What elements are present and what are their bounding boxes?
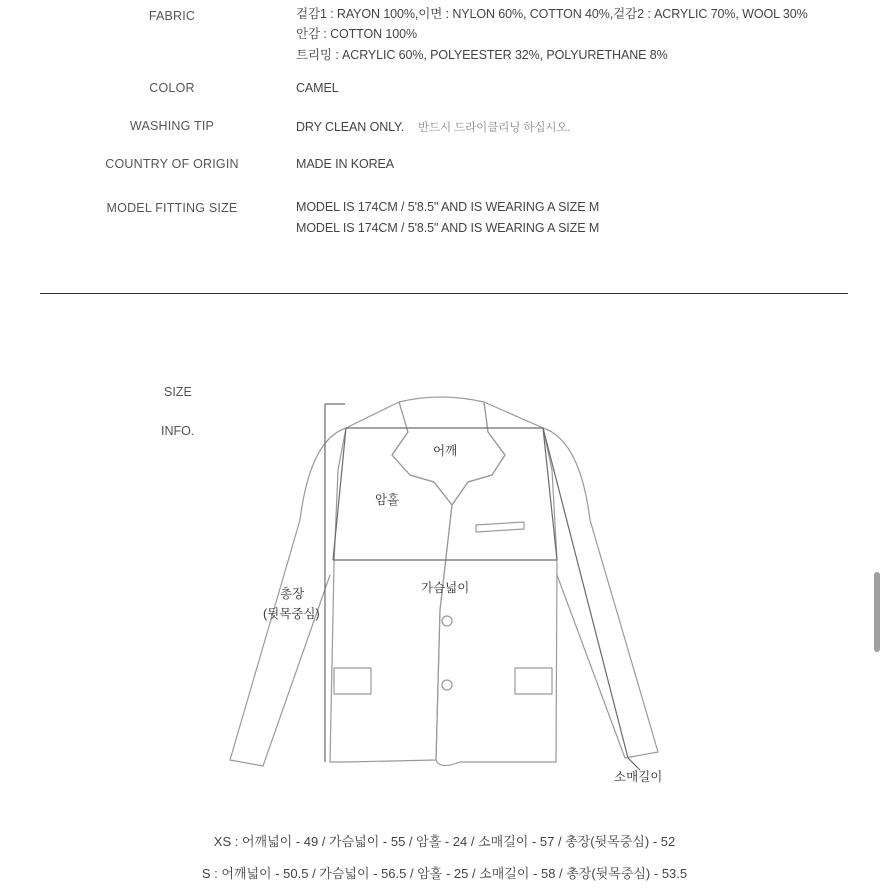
model-line-1: MODEL IS 174CM / 5'8.5" AND IS WEARING A SIZE M (296, 200, 600, 214)
washing-value (296, 119, 570, 135)
color-value: CAMEL (296, 81, 339, 95)
info-title: INFO. (161, 424, 195, 438)
left-lower-pocket (334, 668, 371, 694)
size-title: SIZE (164, 385, 192, 399)
origin-value: MADE IN KOREA (296, 157, 395, 171)
button-bottom (442, 680, 452, 690)
fabric-label: FABRIC (148, 9, 196, 23)
length-label-2: (뒷목중심) (263, 607, 320, 621)
size-row-xs: XS : 어깨넓이 - 49 / 가슴넓이 - 55 / 암홀 - 24 / 소매길이 - 57 / 총장(뒷목중심) - 52 (213, 834, 676, 849)
sleeve-label: 소매길이 (614, 770, 663, 784)
washing-value-text: DRY CLEAN ONLY. (296, 120, 405, 134)
button-top (442, 616, 452, 626)
length-line (325, 404, 345, 762)
origin-label: COUNTRY OF ORIGIN (105, 157, 239, 171)
section-divider (40, 293, 848, 294)
right-lower-pocket (515, 668, 552, 694)
chest-label: 가슴넓이 (421, 581, 470, 595)
page-scrollbar[interactable] (874, 572, 880, 652)
jacket-right-sleeve (543, 428, 658, 758)
armhole-line (333, 428, 346, 560)
fabric-line-2: 안감 : COTTON 100% (296, 27, 417, 41)
armhole-label: 암홀 (375, 493, 400, 507)
fabric-line-3: 트리밍 : ACRYLIC 60%, POLYEESTER 32%, POLYURETHANE 8% (296, 48, 668, 62)
armhole-line-2 (543, 428, 557, 560)
model-line-2: MODEL IS 174CM / 5'8.5" AND IS WEARING A SIZE M (296, 221, 600, 235)
size-row-s: S : 어깨넓이 - 50.5 / 가슴넓이 - 56.5 / 암홀 - 25 / 소매길이 - 58 / 총장(뒷목중심) - 53.5 (201, 866, 688, 881)
fabric-line-1: 겉감1 : RAYON 100%,이면 : NYLON 60%, COTTON 40%,겉감2 : ACRYLIC 70%, WOOL 30% (296, 7, 808, 21)
color-label: COLOR (149, 81, 195, 95)
length-label-1: 총장 (280, 587, 305, 601)
model-label: MODEL FITTING SIZE (106, 201, 238, 215)
shoulder-label: 어깨 (433, 444, 458, 458)
washing-label: WASHING TIP (129, 119, 215, 133)
chest-pocket (476, 522, 524, 532)
washing-note: 반드시 드라이클리닝 하십시오. (418, 122, 571, 134)
